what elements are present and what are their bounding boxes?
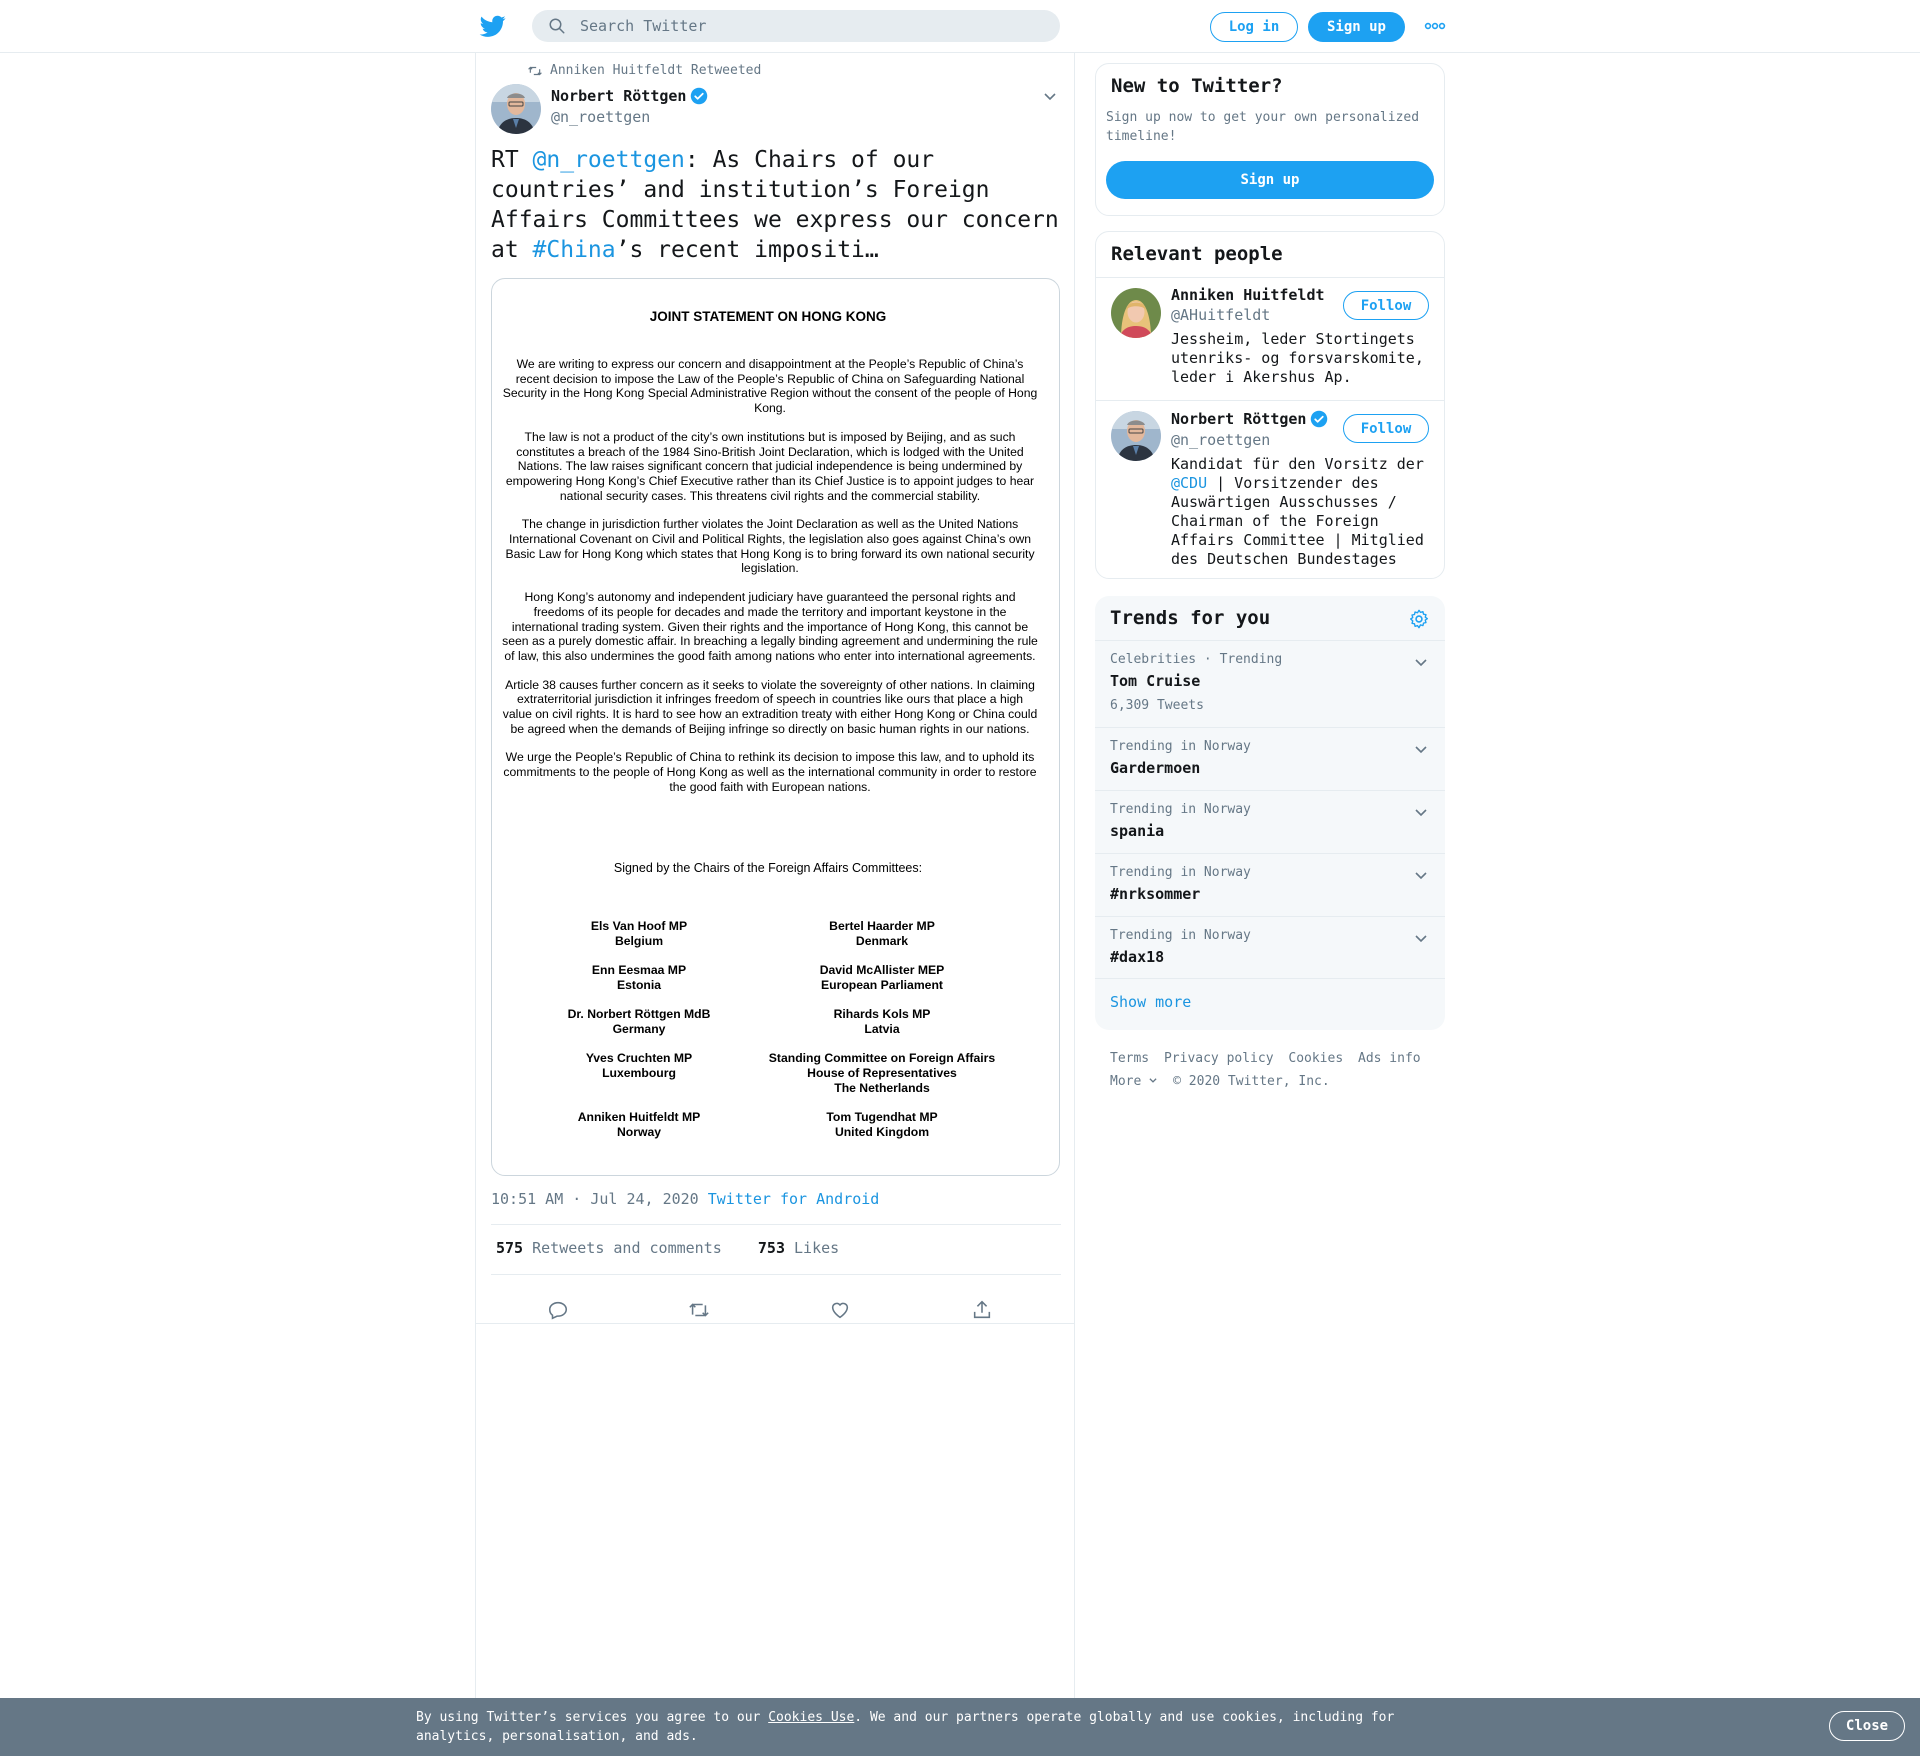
divider xyxy=(491,1274,1061,1275)
relevant-people-card xyxy=(1095,231,1445,579)
person-bio: Jessheim, leder Stortingets utenriks- og forsvarskomite, leder i Akershus Ap. xyxy=(1171,330,1424,386)
document-title: JOINT STATEMENT ON HONG KONG xyxy=(649,309,887,324)
signatory-name: Yves Cruchten MP xyxy=(585,1051,693,1065)
person-name-text[interactable]: Norbert Röttgen xyxy=(1171,410,1307,428)
person-name[interactable] xyxy=(1171,410,1328,428)
signatory-name: Enn Eesmaa MP xyxy=(591,963,687,977)
avatar[interactable] xyxy=(1111,411,1161,461)
likes-count[interactable]: 753 xyxy=(757,1239,785,1257)
chevron-down-icon[interactable] xyxy=(1413,867,1429,883)
retweets-count[interactable]: 575 xyxy=(496,1239,524,1257)
trend-item[interactable] xyxy=(1095,640,1445,727)
mention-link[interactable]: @n_roettgen xyxy=(532,147,685,173)
follow-button[interactable]: Follow xyxy=(1343,291,1429,320)
document-paragraph: We urge the People’s Republic of China to rethink its decision to impose this law, and to uphold its commitments to the people of Hong Kong as well as the international community in order to restore the good faith with European nations. xyxy=(503,750,1037,794)
chevron-down-icon[interactable] xyxy=(1413,741,1429,757)
follow-button[interactable]: Follow xyxy=(1343,414,1429,443)
tweet-client-link[interactable]: Twitter for Android xyxy=(707,1190,880,1208)
trend-category: Celebrities · Trending xyxy=(1110,652,1283,667)
author-name-text[interactable]: Norbert Röttgen xyxy=(551,87,687,105)
trend-name[interactable]: #dax18 xyxy=(1110,948,1165,966)
cookie-text-before: By using Twitter’s services you agree to our xyxy=(416,1710,769,1725)
search-box[interactable] xyxy=(532,10,1060,42)
person-item[interactable] xyxy=(1096,400,1444,579)
signatory xyxy=(767,919,997,949)
footer-more-menu[interactable] xyxy=(1110,1074,1158,1089)
retweet-icon[interactable] xyxy=(688,1299,710,1321)
author-avatar[interactable] xyxy=(491,84,541,134)
signatory-country: Belgium xyxy=(614,933,664,948)
tweet-text-prefix: RT xyxy=(491,147,533,173)
chevron-down-icon xyxy=(1148,1075,1158,1085)
cookies-use-link[interactable]: Cookies Use xyxy=(768,1710,855,1725)
cookie-text xyxy=(416,1708,1416,1746)
person-item[interactable] xyxy=(1096,277,1444,400)
login-button[interactable]: Log in xyxy=(1210,12,1298,42)
trend-count: 6,309 Tweets xyxy=(1110,698,1204,713)
trends-title: Trends for you xyxy=(1110,607,1271,629)
signatory-name: Rihards Kols MP xyxy=(833,1007,931,1021)
sidebar-signup-button[interactable]: Sign up xyxy=(1106,161,1434,199)
gear-icon[interactable] xyxy=(1408,608,1430,630)
new-to-twitter-card xyxy=(1095,63,1445,216)
person-name[interactable] xyxy=(1171,286,1325,304)
trend-item[interactable] xyxy=(1095,727,1445,790)
tweet-stats xyxy=(496,1239,839,1257)
signatory xyxy=(767,963,997,993)
trend-category: Trending in Norway xyxy=(1110,802,1251,817)
more-icon[interactable] xyxy=(1424,20,1446,32)
trend-item[interactable] xyxy=(1095,853,1445,916)
author-name[interactable] xyxy=(551,87,708,105)
signatory-country: Denmark xyxy=(855,933,909,948)
search-icon xyxy=(548,17,566,35)
footer-ads-link[interactable]: Ads info xyxy=(1358,1051,1421,1066)
signatory xyxy=(524,919,754,949)
signatory xyxy=(524,963,754,993)
footer-copyright: © 2020 Twitter, Inc. xyxy=(1173,1074,1330,1089)
trend-name[interactable]: Tom Cruise xyxy=(1110,672,1201,690)
chevron-down-icon[interactable] xyxy=(1413,930,1429,946)
trends-card xyxy=(1095,596,1445,1030)
signatory-country: European Parliament xyxy=(821,977,943,992)
verified-icon xyxy=(1310,410,1328,428)
cookie-banner xyxy=(0,1698,1920,1756)
signatory xyxy=(767,1110,997,1140)
retweet-context xyxy=(528,63,761,78)
document-paragraph: The law is not a product of the city’s own institutions but is imposed by Beijing, and as such constitutes a breach of the 1984 Sino-British Joint Declaration, which is lodged with the United Nations. The law raises significant concern that judicial independence is being undermined by empowering Hong Kong’s Chief Executive rather than its Chief Justice is to appoint judges to hear national security cases. This threatens civil rights and the commercial stability. xyxy=(505,429,1035,503)
statement-document xyxy=(492,279,1060,1176)
person-name-text[interactable]: Anniken Huitfeldt xyxy=(1171,286,1325,304)
chevron-down-icon[interactable] xyxy=(1413,654,1429,670)
bio-text: | Vorsitzender des Auswärtigen Ausschusses / Chairman of the Foreign Affairs Committee | Mitglied des Deutschen Bundestages xyxy=(1171,474,1424,568)
signatory-country: Norway xyxy=(616,1124,662,1139)
avatar[interactable] xyxy=(1111,288,1161,338)
signatory xyxy=(524,1007,754,1037)
share-icon[interactable] xyxy=(971,1299,993,1321)
signatory xyxy=(767,1007,997,1037)
tweet-text-suffix: ’s recent impositi… xyxy=(615,237,879,263)
footer-cookies-link[interactable]: Cookies xyxy=(1288,1051,1344,1066)
retweeted-by: Anniken Huitfeldt Retweeted xyxy=(550,63,762,78)
new-to-twitter-text: Sign up now to get your own personalized timeline! xyxy=(1106,110,1420,144)
new-to-twitter-title: New to Twitter? xyxy=(1111,75,1283,97)
hashtag-link[interactable]: #China xyxy=(532,237,616,263)
signatory xyxy=(524,1110,754,1140)
footer-more-label[interactable]: More xyxy=(1110,1074,1142,1089)
cookie-text-after: . We and our partners operate globally and use cookies, including for analytics, personalisation, and ads. xyxy=(416,1710,1395,1744)
signatory-country: Estonia xyxy=(616,977,662,992)
trend-category: Trending in Norway xyxy=(1110,739,1251,754)
search-input[interactable] xyxy=(580,10,1040,42)
show-more-link[interactable]: Show more xyxy=(1110,993,1192,1011)
trend-category: Trending in Norway xyxy=(1110,928,1251,943)
trend-name[interactable]: spania xyxy=(1110,822,1165,840)
tweet-meta xyxy=(491,1190,879,1208)
trend-item[interactable] xyxy=(1095,916,1445,979)
document-paragraph: We are writing to express our concern and disappointment at the People’s Republic of China’s recent decision to impose the Law of the People’s Republic of China on Safeguarding National Security in the Hong Kong Special Administrative Region without the consent of the people of Hong Kong. xyxy=(502,357,1038,416)
tweet-text xyxy=(491,145,1066,265)
signup-button[interactable]: Sign up xyxy=(1308,12,1405,42)
document-paragraph: Article 38 causes further concern as it seeks to violate the sovereignty of other nations. In claiming extraterritorial jurisdiction it infringes freedom of speech in countries like ours that place a high value on civil rights. It is hard to see how an extradition treaty with either Hong Kong or China could be agreed when the demands of Beijing infringe so directly on basic human rights in our nations. xyxy=(502,677,1038,736)
signatory-country: Germany xyxy=(612,1021,666,1036)
retweets-label[interactable]: Retweets and comments xyxy=(532,1239,722,1257)
bio-text: Kandidat für den Vorsitz der xyxy=(1171,455,1424,473)
signatory-name: Els Van Hoof MP xyxy=(590,919,688,933)
footer-links xyxy=(1110,1047,1440,1093)
footer-privacy-link[interactable]: Privacy policy xyxy=(1163,1051,1274,1066)
cookie-close-button[interactable]: Close xyxy=(1829,1711,1905,1741)
bio-mention-link[interactable]: @CDU xyxy=(1171,474,1208,492)
document-paragraph: The change in jurisdiction further violates the Joint Declaration as well as the United Nations International Covenant on Civil and Political Rights, the legislation also goes against China’s own Basic Law for Hong Kong which states that Hong Kong is to bring forward its own national security legislation. xyxy=(505,517,1035,576)
divider xyxy=(476,1323,1074,1324)
trend-category: Trending in Norway xyxy=(1110,865,1251,880)
chevron-down-icon[interactable] xyxy=(1413,804,1429,820)
tweet-timestamp[interactable]: 10:51 AM · Jul 24, 2020 xyxy=(491,1190,699,1208)
person-bio xyxy=(1171,455,1436,569)
twitter-bird-icon[interactable] xyxy=(479,13,507,39)
trend-name[interactable]: #nrksommer xyxy=(1110,885,1201,903)
signatory-name: Tom Tugendhat MP xyxy=(826,1110,938,1124)
like-icon[interactable] xyxy=(829,1299,851,1321)
signatory-name: Standing Committee on Foreign Affairs House of Representatives xyxy=(768,1051,996,1080)
tweet-image[interactable] xyxy=(491,278,1060,1176)
author-handle[interactable]: @n_roettgen xyxy=(551,108,651,126)
signed-by-line: Signed by the Chairs of the Foreign Affairs Committees: xyxy=(613,861,923,875)
document-body xyxy=(502,357,1038,809)
document-paragraph: Hong Kong’s autonomy and independent judiciary have guaranteed the personal rights and freedoms of its people for decades and made the territory and important keystone in the international trading system. Given their rights and the importance of Hong Kong, this cannot be seen as a purely domestic affair. In breaching a legally binding agreement and undermining the rule of law, this also undermines the good faith among nations who enter into international agreements. xyxy=(502,590,1038,663)
verified-icon xyxy=(690,87,708,105)
person-handle[interactable]: @n_roettgen xyxy=(1171,431,1271,449)
top-bar xyxy=(0,0,1920,53)
trend-name[interactable]: Gardermoen xyxy=(1110,759,1201,777)
signatory-country: The Netherlands xyxy=(834,1080,930,1095)
tweet-column xyxy=(475,53,1075,1703)
signatory xyxy=(754,1051,1010,1095)
signatory-country: Latvia xyxy=(864,1021,900,1036)
relevant-people-title: Relevant people xyxy=(1111,243,1283,265)
footer-terms-link[interactable]: Terms xyxy=(1110,1051,1150,1066)
signatory-country: United Kingdom xyxy=(834,1124,930,1139)
signatory-name: Dr. Norbert Röttgen MdB xyxy=(567,1007,711,1021)
signatory-name: Anniken Huitfeldt MP xyxy=(577,1110,701,1124)
retweet-icon xyxy=(528,65,542,77)
reply-icon[interactable] xyxy=(547,1299,569,1321)
signatory-country: Luxembourg xyxy=(602,1065,676,1080)
likes-label[interactable]: Likes xyxy=(794,1239,840,1257)
person-handle[interactable]: @AHuitfeldt xyxy=(1171,306,1271,324)
signatory-name: David McAllister MEP xyxy=(819,963,945,977)
trend-item[interactable] xyxy=(1095,790,1445,853)
signatory-name: Bertel Haarder MP xyxy=(829,919,935,933)
tweet-text-body: : As Chairs of our countries’ and institution’s Foreign Affairs Committees we express our concern at xyxy=(491,147,1059,263)
signatory xyxy=(524,1051,754,1081)
chevron-down-icon[interactable] xyxy=(1042,88,1058,104)
divider xyxy=(491,1224,1061,1225)
